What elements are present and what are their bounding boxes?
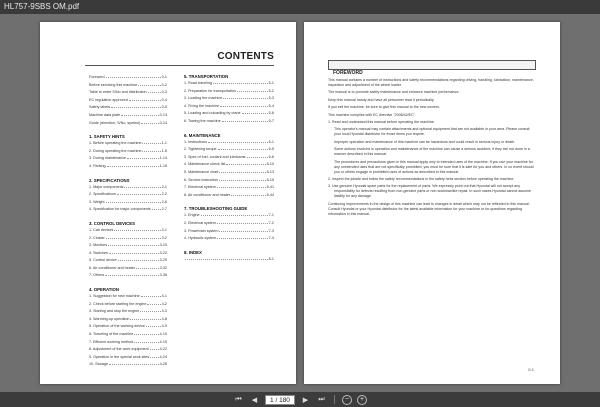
toc-entry-page: 4-3: [161, 309, 167, 314]
toc-entry-title: 1. Suggestion for new machine: [89, 294, 140, 299]
toc-entry[interactable]: [89, 74, 167, 82]
toc-entry[interactable]: [184, 192, 274, 200]
toc-entry-page: 4-24: [159, 354, 167, 359]
toc-section-heading: 5. TRANSPORTATION: [184, 74, 229, 79]
foreword-paragraph: 1. Read and understand this manual before operating the machine.: [328, 119, 435, 124]
toc-entry-title: Before servicing this machine: [89, 82, 138, 87]
toc-leader-dots: [217, 236, 267, 239]
toc-section-heading: 3. CONTROL DEVICES: [89, 220, 136, 226]
toc-entry[interactable]: [89, 191, 167, 199]
toc-entry-page: 6-44: [266, 192, 274, 197]
foreword-paragraph: If you sell the machine, be sure to give this manual to the new owners.: [328, 105, 440, 110]
toc-leader-dots: [130, 317, 160, 320]
toc-entry-title: 4. Fixing the machine: [184, 103, 220, 108]
toc-leader-dots: [140, 309, 160, 312]
toc-entry-title: Safety labels: [89, 105, 111, 110]
toc-entry[interactable]: [184, 118, 274, 126]
pdf-toolbar: [0, 392, 600, 407]
toc-entry-title: 3. Spec of fuel, coolant and lubricants: [184, 154, 246, 159]
toc-entry-title: 3. Powertrain system: [184, 228, 219, 233]
toc-leader-dots: [118, 258, 159, 261]
toc-leader-dots: [219, 178, 265, 181]
toc-entry-page: 2-1: [161, 184, 167, 189]
toc-leader-dots: [247, 155, 268, 158]
toc-entry-page: 6-15: [266, 177, 274, 182]
toc-entry[interactable]: [89, 323, 167, 331]
toc-leader-dots: [106, 236, 161, 239]
toc-entry-page: 4-2: [161, 301, 167, 306]
toc-entry[interactable]: [89, 361, 167, 369]
toc-leader-dots: [222, 119, 268, 122]
document-viewport[interactable]: [0, 14, 600, 392]
toc-leader-dots: [141, 121, 158, 124]
toc-entry[interactable]: [89, 293, 167, 301]
toc-entry[interactable]: [184, 139, 274, 147]
toc-entry[interactable]: [184, 184, 274, 192]
title-divider: [85, 65, 274, 66]
toc-entry[interactable]: [184, 228, 274, 236]
toc-entry[interactable]: [89, 199, 167, 207]
toc-entry-title: 1. Engine: [184, 213, 200, 218]
toc-entry[interactable]: [184, 235, 274, 243]
toc-entry[interactable]: [89, 104, 167, 112]
toc-entry-title: 10. Storage: [89, 362, 109, 367]
toc-leader-dots: [223, 96, 267, 99]
toc-entry-title: 1. Before operating the machine: [89, 141, 142, 146]
foreword-paragraph: Improper operation and maintenance of this machine can be hazardous and could result in serious injury or death.: [334, 139, 516, 144]
toc-entry-page: 1-5: [161, 148, 167, 153]
toc-entry[interactable]: [184, 110, 274, 118]
toc-section-heading: 2. SPECIFICATIONS: [89, 177, 130, 183]
toc-entry-page: 3-32: [159, 265, 167, 270]
toc-entry-title: 1. Cab devices: [89, 227, 114, 232]
toc-entry-page: 5-7: [268, 118, 274, 123]
toc-entry-title: 5. Loading and unloading by crane: [184, 111, 241, 116]
zoom-out-button[interactable]: [342, 395, 352, 405]
foreword-page: [304, 22, 560, 384]
toc-entry-title: 2. Electrical system: [184, 220, 216, 225]
toc-leader-dots: [108, 243, 158, 246]
toc-entry[interactable]: [184, 256, 274, 264]
toc-entry-page: 6-1: [268, 139, 274, 144]
toc-entry-page: 4-26: [159, 362, 167, 367]
toc-entry[interactable]: [184, 212, 274, 220]
toc-leader-dots: [134, 340, 158, 343]
toc-leader-dots: [150, 347, 159, 350]
toc-entry-title: 7. Electrical system: [184, 185, 216, 190]
toc-section-heading: 6. MAINTENANCE: [184, 132, 221, 138]
foreword-body: [328, 78, 536, 219]
toc-entry-page: 7-2: [268, 220, 274, 225]
toc-entry[interactable]: [89, 272, 167, 280]
toc-entry-page: 4-1: [161, 294, 167, 299]
toc-entry-title: 3. Monitors: [89, 243, 108, 248]
toc-entry-title: 2. Specifications: [89, 192, 116, 197]
foreword-paragraph: This operator's manual may contain attachments and optional equipment that are not available in your area. Please consult your local Hyundai distributor for those items you require.: [334, 127, 530, 137]
toc-entry-page: 6-41: [266, 185, 274, 190]
last-page-icon: ⏭: [318, 395, 325, 403]
toc-entry-page: 3-29: [159, 258, 167, 263]
toc-entry-title: 1. Instructions: [184, 139, 207, 144]
toc-entry-title: 7. Others: [89, 273, 105, 278]
toc-section-heading: 8. INDEX: [184, 249, 202, 255]
toolbar-divider: [334, 395, 335, 404]
toc-leader-dots: [138, 83, 160, 86]
toc-entry[interactable]: [89, 227, 167, 235]
toc-leader-dots: [213, 81, 268, 84]
toc-entry-title: 5. Control device: [89, 258, 117, 263]
toc-entry[interactable]: [89, 163, 167, 171]
toc-section-heading: 4. OPERATION: [89, 287, 120, 293]
toc-entry-page: 3-2: [161, 235, 167, 240]
toc-entry[interactable]: [89, 242, 167, 250]
toc-entry[interactable]: [89, 354, 167, 362]
toc-leader-dots: [142, 141, 160, 144]
toc-leader-dots: [121, 113, 158, 116]
toc-entry[interactable]: [184, 95, 274, 103]
toc-entry-title: 7. Efficient working method: [89, 339, 134, 344]
toc-entry-title: 8. Adjustment of the work equipment: [89, 347, 149, 352]
toc-entry-title: 3. Loading the machine: [184, 96, 223, 101]
toc-leader-dots: [136, 266, 158, 269]
window-title-bar: [0, 0, 600, 14]
toc-entry-page: 1-16: [159, 163, 167, 168]
toc-leader-dots: [107, 164, 159, 167]
toc-entry-page: 1-14: [159, 156, 167, 161]
page-navigator: [265, 395, 295, 405]
next-page-button[interactable]: [300, 394, 311, 405]
toc-leader-dots: [109, 362, 159, 365]
foreword-paragraph: Some actions involved in operation and maintenance of the machine can cause a serious accident, if they are not done in a manner described in this manual.: [334, 147, 530, 157]
toc-entry[interactable]: [184, 154, 274, 162]
foreword-paragraph: Continuing improvements in the design of this machine can lead to changes in detail which may not be reflected in this manual. Consult Hyundai or your Hyundai distributor for the latest available information for your machine or for questions regarding information in this manual.: [328, 201, 530, 216]
toc-left-column: [89, 74, 167, 369]
toc-leader-dots: [117, 192, 161, 195]
foreword-paragraph: The manual is to promote safety maintenance and enhance machine performance.: [328, 90, 460, 95]
toc-right-column: [184, 74, 274, 263]
toc-entry[interactable]: [89, 308, 167, 316]
toc-entry-title: 2. During operating the machine: [89, 148, 142, 153]
toc-leader-dots: [106, 200, 161, 203]
toc-leader-dots: [208, 140, 268, 143]
toc-entry-page: 5-4: [268, 103, 274, 108]
toc-section-heading: 7. TROUBLESHOOTING GUIDE: [184, 206, 248, 212]
foreword-paragraph: The procedures and precautions given in this manual apply only to intended uses of the machine. If you use your machine for any unintended uses that are not specifically prohibited, you must be sure that it is safe for you and others. In no event should you or others engage in prohibited uses of actions as described in this manual.: [334, 159, 534, 174]
toc-entry-title: 5. Maintenance chart: [184, 169, 219, 174]
window-title: HL757-9SBS OM.pdf: [4, 2, 80, 11]
toc-entry-page: 5-2: [268, 88, 274, 93]
toc-entry[interactable]: [89, 301, 167, 309]
toc-entry-title: 2. Preparation for transportation: [184, 88, 237, 93]
toc-entry-page: 0-5: [161, 105, 167, 110]
toc-entry[interactable]: [184, 80, 274, 88]
toc-leader-dots: [217, 221, 268, 224]
toc-leader-dots: [150, 355, 158, 358]
toc-entry-title: 2. Cluster: [89, 235, 105, 240]
toc-leader-dots: [111, 105, 161, 108]
foreword-paragraph: Keep this manual handy and have all personnel read it periodically.: [328, 97, 435, 102]
toc-entry-page: 3-1: [161, 227, 167, 232]
toc-entry-page: 0-13: [159, 112, 167, 117]
toc-entry-title: EC regulation approved: [89, 97, 128, 102]
toc-entry-page: 4-8: [161, 316, 167, 321]
toc-leader-dots: [217, 185, 266, 188]
toc-entry-page: 5-6: [268, 111, 274, 116]
zoom-in-button[interactable]: [357, 395, 367, 405]
toc-entry-page: 5-1: [268, 81, 274, 85]
toc-entry-page: 7-3: [268, 228, 274, 233]
toc-entry[interactable]: [184, 169, 274, 177]
foreword-heading: FOREWORD: [333, 70, 363, 76]
toc-entry-page: 4-15: [159, 339, 167, 344]
toc-entry[interactable]: [184, 88, 274, 96]
toc-leader-dots: [152, 207, 161, 210]
toc-entry-page: 5-3: [268, 96, 274, 101]
page-number: 0-1: [528, 367, 534, 372]
toc-entry[interactable]: [89, 235, 167, 243]
toc-entry-page: 0-1: [161, 75, 167, 79]
toc-entry-title: 3. Weight: [89, 199, 105, 204]
toc-entry-title: 1. Major components: [89, 184, 124, 189]
toc-entry-title: 9. Operation in the special work sites: [89, 354, 150, 359]
toc-entry-title: 6. Service instruction: [184, 177, 219, 182]
first-page-icon: ⏮: [235, 395, 242, 403]
toc-entry-title: 4. Maintenance check list: [184, 162, 226, 167]
toc-entry-title: 4. Hydraulic system: [184, 236, 217, 241]
first-page-button[interactable]: [233, 394, 244, 405]
toc-entry-title: Foreword: [89, 75, 105, 79]
toc-leader-dots: [147, 302, 160, 305]
last-page-button[interactable]: [316, 394, 327, 405]
toc-entry[interactable]: [89, 265, 167, 273]
toc-entry-title: 6. Traveling of the machine: [89, 332, 134, 337]
previous-page-icon: ◀: [251, 396, 258, 404]
page-number-input[interactable]: 1 / 180: [265, 395, 295, 405]
toc-entry[interactable]: [89, 140, 167, 148]
toc-entry-title: 1. Road traveling: [184, 81, 212, 85]
toc-leader-dots: [142, 149, 160, 152]
toc-entry-title: 6. Towing the machine: [184, 118, 221, 123]
toc-entry[interactable]: [184, 220, 274, 228]
toc-leader-dots: [127, 156, 159, 159]
toc-entry-title: 6. Air conditioner and heater: [89, 265, 136, 270]
toc-leader-dots: [185, 257, 268, 260]
toc-entry-page: 6-5: [268, 147, 274, 152]
previous-page-button[interactable]: [249, 394, 260, 405]
toc-entry-title: 4. Parking: [89, 163, 106, 168]
toc-entry[interactable]: [89, 82, 167, 90]
toc-entry-page: 0-2: [161, 82, 167, 87]
toc-entry-title: 4. Switches: [89, 250, 108, 255]
toc-entry[interactable]: [89, 250, 167, 258]
toc-leader-dots: [124, 185, 160, 188]
zoom-out-icon: −: [344, 396, 350, 403]
toc-entry[interactable]: [184, 161, 274, 169]
toc-leader-dots: [220, 104, 268, 107]
toc-leader-dots: [242, 111, 268, 114]
toc-leader-dots: [141, 294, 161, 297]
toc-entry[interactable]: [89, 89, 167, 97]
next-page-icon: ▶: [302, 396, 309, 404]
toc-entry[interactable]: [89, 331, 167, 339]
toc-entry-title: Guide (direction, S/No, symbol): [89, 120, 141, 125]
toc-entry-page: 3-36: [159, 273, 167, 278]
toc-entry-page: 2-2: [161, 192, 167, 197]
toc-leader-dots: [106, 75, 161, 78]
toc-entry-page: 0-4: [161, 97, 167, 102]
toc-entry-page: 4-9: [161, 324, 167, 329]
foreword-heading-box: [328, 60, 536, 76]
toc-entry-page: 0-14: [159, 120, 167, 125]
foreword-paragraph: This manual contains a number of instructions and safety recommendations regarding driving, handling, lubrication, maintenance, inspection and adjustment of the wheel loader.: [328, 78, 534, 87]
toc-entry-page: 2-7: [161, 207, 167, 212]
toc-leader-dots: [148, 90, 161, 93]
toc-entry[interactable]: [184, 103, 274, 111]
toc-leader-dots: [219, 170, 265, 173]
toc-entry[interactable]: [89, 148, 167, 156]
foreword-paragraph: 2. Inspect the jobsite and follow the safety recommendations in the safety hints section before operating the machine.: [328, 176, 515, 181]
toc-entry[interactable]: [89, 120, 167, 128]
toc-entry-page: 6-10: [266, 162, 274, 167]
toc-entry[interactable]: [184, 146, 274, 154]
toc-entry[interactable]: [89, 339, 167, 347]
toc-entry[interactable]: [89, 206, 167, 214]
toc-entry-title: 5. Operation of the working device: [89, 324, 145, 329]
toc-leader-dots: [105, 273, 158, 276]
toc-leader-dots: [146, 324, 161, 327]
toc-leader-dots: [201, 213, 268, 216]
toc-entry[interactable]: [89, 184, 167, 192]
toc-leader-dots: [114, 228, 160, 231]
toc-entry-page: 0-3: [161, 90, 167, 95]
toc-entry-title: 2. Tightening torque: [184, 147, 217, 152]
toc-entry-title: 4. Warming-up operation: [89, 316, 130, 321]
zoom-in-icon: +: [359, 396, 365, 403]
toc-entry-title: 4. Specification for major components: [89, 207, 151, 212]
toc-entry-title: Table to enter S/No and distribution: [89, 90, 147, 95]
toc-leader-dots: [226, 162, 265, 165]
toc-entry[interactable]: [89, 155, 167, 163]
contents-page: [40, 22, 296, 384]
toc-leader-dots: [219, 229, 267, 232]
toc-entry-page: 1-1: [161, 141, 167, 146]
toc-entry-page: 3-22: [159, 250, 167, 255]
toc-entry-page: 8-1: [268, 256, 274, 261]
toc-leader-dots: [129, 98, 161, 101]
toc-leader-dots: [231, 193, 265, 196]
toc-entry-page: 4-10: [159, 332, 167, 337]
toc-leader-dots: [109, 251, 159, 254]
toc-entry[interactable]: [89, 316, 167, 324]
foreword-paragraph: This machine complies with EC directive "2006/42/EC".: [328, 112, 416, 117]
toc-entry-page: 6-6: [268, 154, 274, 159]
toc-entry-page: 3-10: [159, 243, 167, 248]
toc-entry-title: 3. During maintenance: [89, 156, 127, 161]
toc-entry-page: 7-1: [268, 213, 274, 218]
toc-entry-title: Machine data plate: [89, 112, 121, 117]
toc-entry-page: 7-4: [268, 236, 274, 241]
toc-entry-title: 8. Air conditioner and heater: [184, 192, 231, 197]
toc-entry-page: 6-13: [266, 169, 274, 174]
contents-title: CONTENTS: [217, 51, 274, 62]
toc-leader-dots: [134, 332, 158, 335]
toc-entry-title: 2. Check before starting the engine: [89, 301, 147, 306]
toc-entry[interactable]: [89, 97, 167, 105]
foreword-paragraph: 3. Use genuine Hyundai spare parts for the replacement of parts. We expressly point out that Hyundai will not accept any responsibility for defects resulting from non-genuine parts or non workmanlike repair. In such cases Hyundai cannot assume liability for any damage.: [328, 184, 531, 199]
toc-entry-page: 4-22: [159, 347, 167, 352]
toc-entry[interactable]: [89, 257, 167, 265]
toc-entry[interactable]: [89, 112, 167, 120]
toc-leader-dots: [237, 89, 268, 92]
toc-section-heading: 1. SAFETY HINTS: [89, 134, 125, 140]
toc-leader-dots: [218, 147, 268, 150]
toc-entry[interactable]: [89, 346, 167, 354]
toc-entry-page: 2-6: [161, 199, 167, 204]
toc-entry-title: 3. Starting and stop the engine: [89, 309, 140, 314]
toc-entry[interactable]: [184, 177, 274, 185]
